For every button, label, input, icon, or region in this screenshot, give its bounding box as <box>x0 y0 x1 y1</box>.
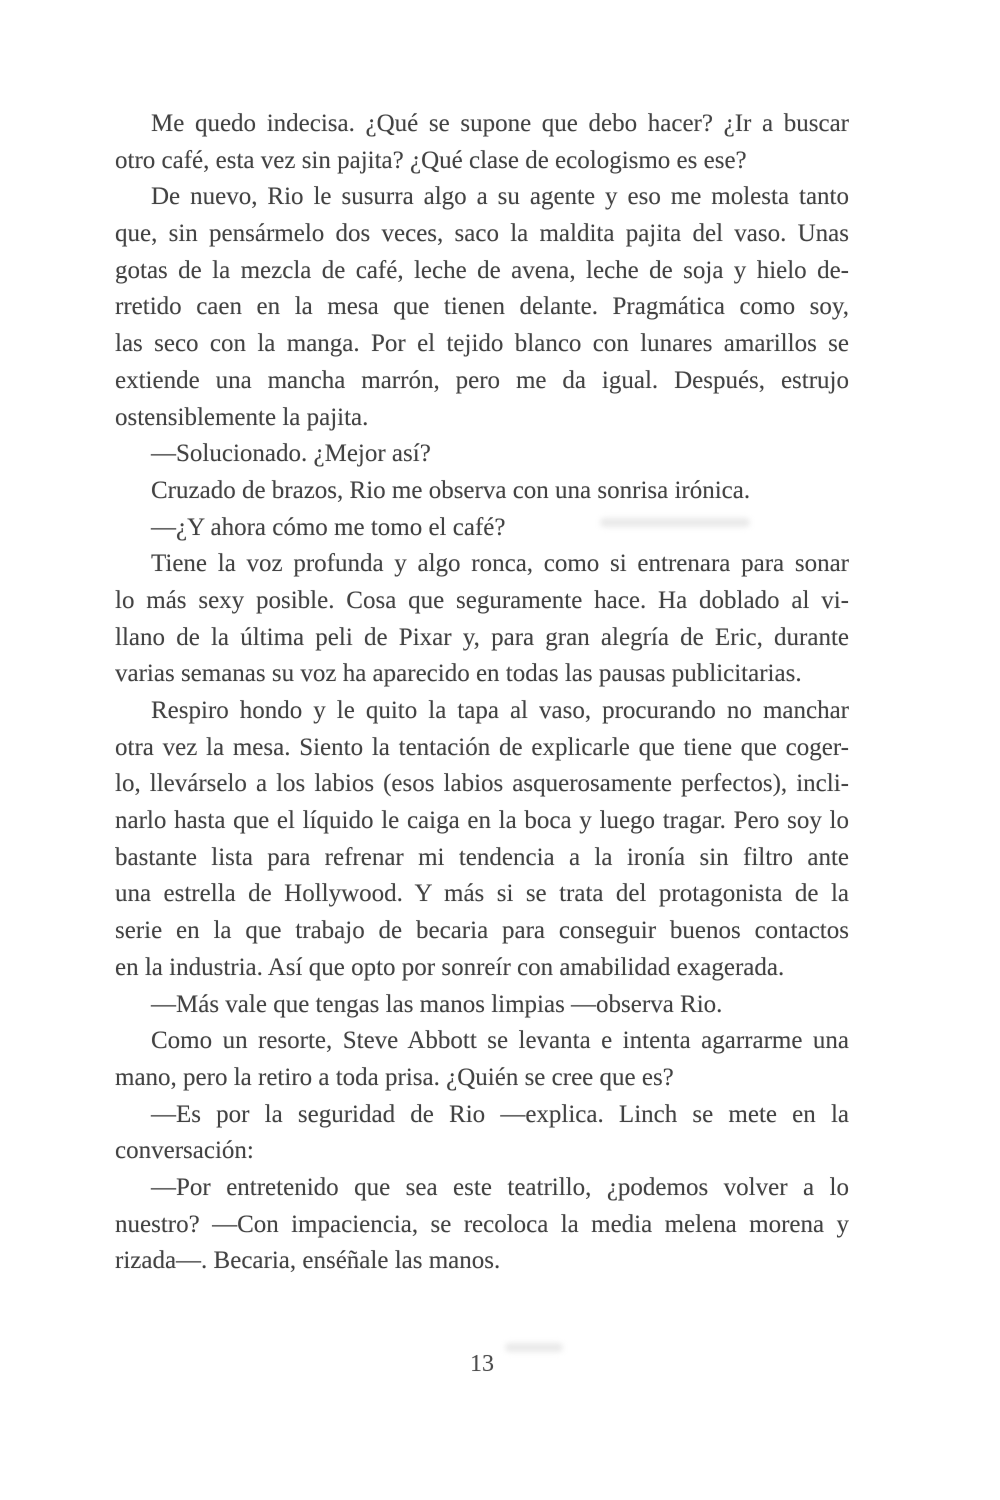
text-line: en la industria. Así que opto por sonreír con amabilidad exagerada. <box>115 953 785 981</box>
scan-artifact <box>600 518 750 527</box>
text-line: bastante lista para refrenar mi tendencia a la ironía sin filtro ante <box>115 843 849 871</box>
text-line: conversación: <box>115 1137 254 1165</box>
text-line: Como un resorte, Steve Abbott se levanta e intenta agarrarme una <box>151 1027 849 1055</box>
text-line: Me quedo indecisa. ¿Qué se supone que debo hacer? ¿Ir a buscar <box>151 110 849 137</box>
text-line: De nuevo, Rio le susurra algo a su agente y eso me molesta tanto <box>151 183 849 211</box>
text-line: narlo hasta que el líquido le caiga en la boca y luego tragar. Pero soy lo <box>115 807 849 835</box>
text-line: ostensiblemente la pajita. <box>115 403 369 431</box>
text-line: serie en la que trabajo de becaria para conseguir buenos contactos <box>115 917 849 945</box>
text-line: Cruzado de brazos, Rio me observa con una sonrisa irónica. <box>151 476 751 504</box>
text-line: —Es por la seguridad de Rio —explica. Linch se mete en la <box>151 1100 849 1128</box>
page-text <box>115 106 849 1280</box>
text-line: llano de la última peli de Pixar y, para gran alegría de Eric, durante <box>115 623 849 651</box>
paragraph <box>115 179 849 436</box>
page-number: 13 <box>470 1351 494 1377</box>
text-line: —¿Y ahora cómo me tomo el café? <box>151 513 506 541</box>
text-line: rretido caen en la mesa que tienen delante. Pragmática como soy, <box>115 293 849 321</box>
text-line: otra vez la mesa. Siento la tentación de explicarle que tiene que coger- <box>115 733 849 761</box>
text-line: —Más vale que tengas las manos limpias —observa Rio. <box>151 990 723 1018</box>
paragraph <box>115 1170 849 1280</box>
text-line: Respiro hondo y le quito la tapa al vaso, procurando no manchar <box>151 697 849 724</box>
text-line: una estrella de Hollywood. Y más si se trata del protagonista de la <box>115 880 849 908</box>
paragraph <box>115 987 849 1024</box>
paragraph <box>115 1023 849 1096</box>
paragraph <box>115 693 849 987</box>
paragraph <box>115 106 849 179</box>
paragraph <box>115 546 849 693</box>
text-line: mano, pero la retiro a toda prisa. ¿Quién se cree que es? <box>115 1063 674 1091</box>
text-line: —Solucionado. ¿Mejor así? <box>151 440 431 468</box>
paragraph <box>115 1097 849 1170</box>
text-line: lo más sexy posible. Cosa que seguramente hace. Ha doblado al vi- <box>115 586 849 614</box>
text-line: extiende una mancha marrón, pero me da igual. Después, estrujo <box>115 366 849 394</box>
text-line: nuestro? —Con impaciencia, se recoloca la media melena morena y <box>115 1210 849 1238</box>
text-line: rizada—. Becaria, enséñale las manos. <box>115 1247 501 1275</box>
paragraph <box>115 473 849 510</box>
paragraph <box>115 510 849 547</box>
text-line: gotas de la mezcla de café, leche de avena, leche de soja y hielo de- <box>115 256 849 284</box>
text-line: otro café, esta vez sin pajita? ¿Qué clase de ecologismo es ese? <box>115 146 747 174</box>
text-line: lo, llevárselo a los labios (esos labios asquerosamente perfectos), incli- <box>115 770 849 798</box>
paragraph <box>115 436 849 473</box>
text-line: Tiene la voz profunda y algo ronca, como si entrenara para sonar <box>151 550 849 578</box>
text-line: varias semanas su voz ha aparecido en todas las pausas publicitarias. <box>115 660 802 688</box>
text-line: —Por entretenido que sea este teatrillo, ¿podemos volver a lo <box>151 1173 849 1201</box>
text-line: que, sin pensármelo dos veces, saco la maldita pajita del vaso. Unas <box>115 220 849 248</box>
text-line: las seco con la manga. Por el tejido blanco con lunares amarillos se <box>115 330 849 358</box>
